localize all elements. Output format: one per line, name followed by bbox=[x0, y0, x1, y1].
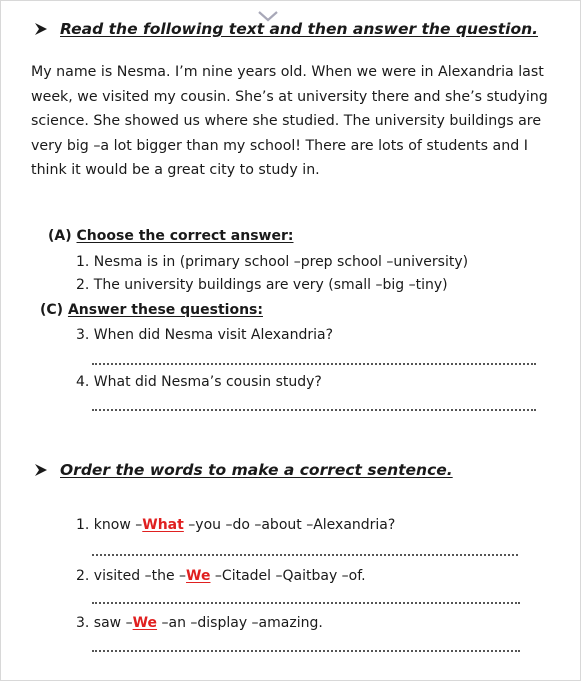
order-heading bbox=[34, 461, 453, 479]
order-item-text: 3. saw – bbox=[76, 615, 133, 631]
answer-line-order-2[interactable] bbox=[92, 602, 520, 604]
part-c-marker: (C) bbox=[40, 302, 64, 318]
highlighted-word: What bbox=[142, 517, 184, 533]
reading-passage bbox=[31, 60, 551, 183]
arrowhead-bullet-icon bbox=[34, 22, 48, 36]
answer-line-order-3[interactable] bbox=[92, 650, 520, 652]
order-item-1 bbox=[76, 517, 395, 533]
passage-line: week, we visited my cousin. She’s at university there and she’s studying bbox=[31, 88, 548, 105]
answer-line-order-1[interactable] bbox=[92, 554, 518, 556]
order-item-text: –Citadel –Qaitbay –of. bbox=[210, 568, 366, 584]
question-item-2: 2. The university buildings are very (small –big –tiny) bbox=[76, 277, 448, 293]
answer-line-3[interactable] bbox=[92, 363, 536, 365]
order-item-text: –an –display –amazing. bbox=[157, 615, 323, 631]
arrowhead-bullet-icon bbox=[34, 463, 48, 477]
order-item-2 bbox=[76, 568, 366, 584]
passage-line: science. She showed us where she studied. The university buildings are bbox=[31, 113, 542, 130]
part-c-title: Answer these questions: bbox=[67, 302, 263, 318]
highlighted-word: We bbox=[132, 615, 158, 631]
order-heading-text: Order the words to make a correct sentence. bbox=[60, 461, 453, 479]
part-c-heading bbox=[40, 302, 263, 318]
reading-heading bbox=[34, 20, 538, 38]
passage-line: very big –a lot bigger than my school! There are lots of students and I bbox=[31, 137, 528, 154]
part-a-marker: (A) bbox=[48, 228, 72, 244]
part-a-title: Choose the correct answer: bbox=[76, 228, 294, 244]
question-item-1: 1. Nesma is in (primary school –prep school –university) bbox=[76, 254, 469, 270]
order-item-3 bbox=[76, 615, 323, 631]
order-item-text: 2. visited –the – bbox=[76, 568, 187, 584]
question-item-3: 3. When did Nesma visit Alexandria? bbox=[76, 327, 334, 343]
question-item-4: 4. What did Nesma’s cousin study? bbox=[76, 374, 322, 390]
order-item-text: 1. know – bbox=[76, 517, 143, 533]
passage-line: My name is Nesma. I’m nine years old. When we were in Alexandria last bbox=[31, 64, 544, 80]
answer-line-4[interactable] bbox=[92, 409, 536, 411]
order-item-text: –you –do –about –Alexandria? bbox=[183, 517, 396, 533]
highlighted-word: We bbox=[186, 568, 211, 584]
reading-heading-text: Read the following text and then answer the question. bbox=[60, 20, 539, 38]
passage-line: think it would be a great city to study in. bbox=[31, 162, 320, 179]
part-a-heading bbox=[48, 228, 294, 244]
